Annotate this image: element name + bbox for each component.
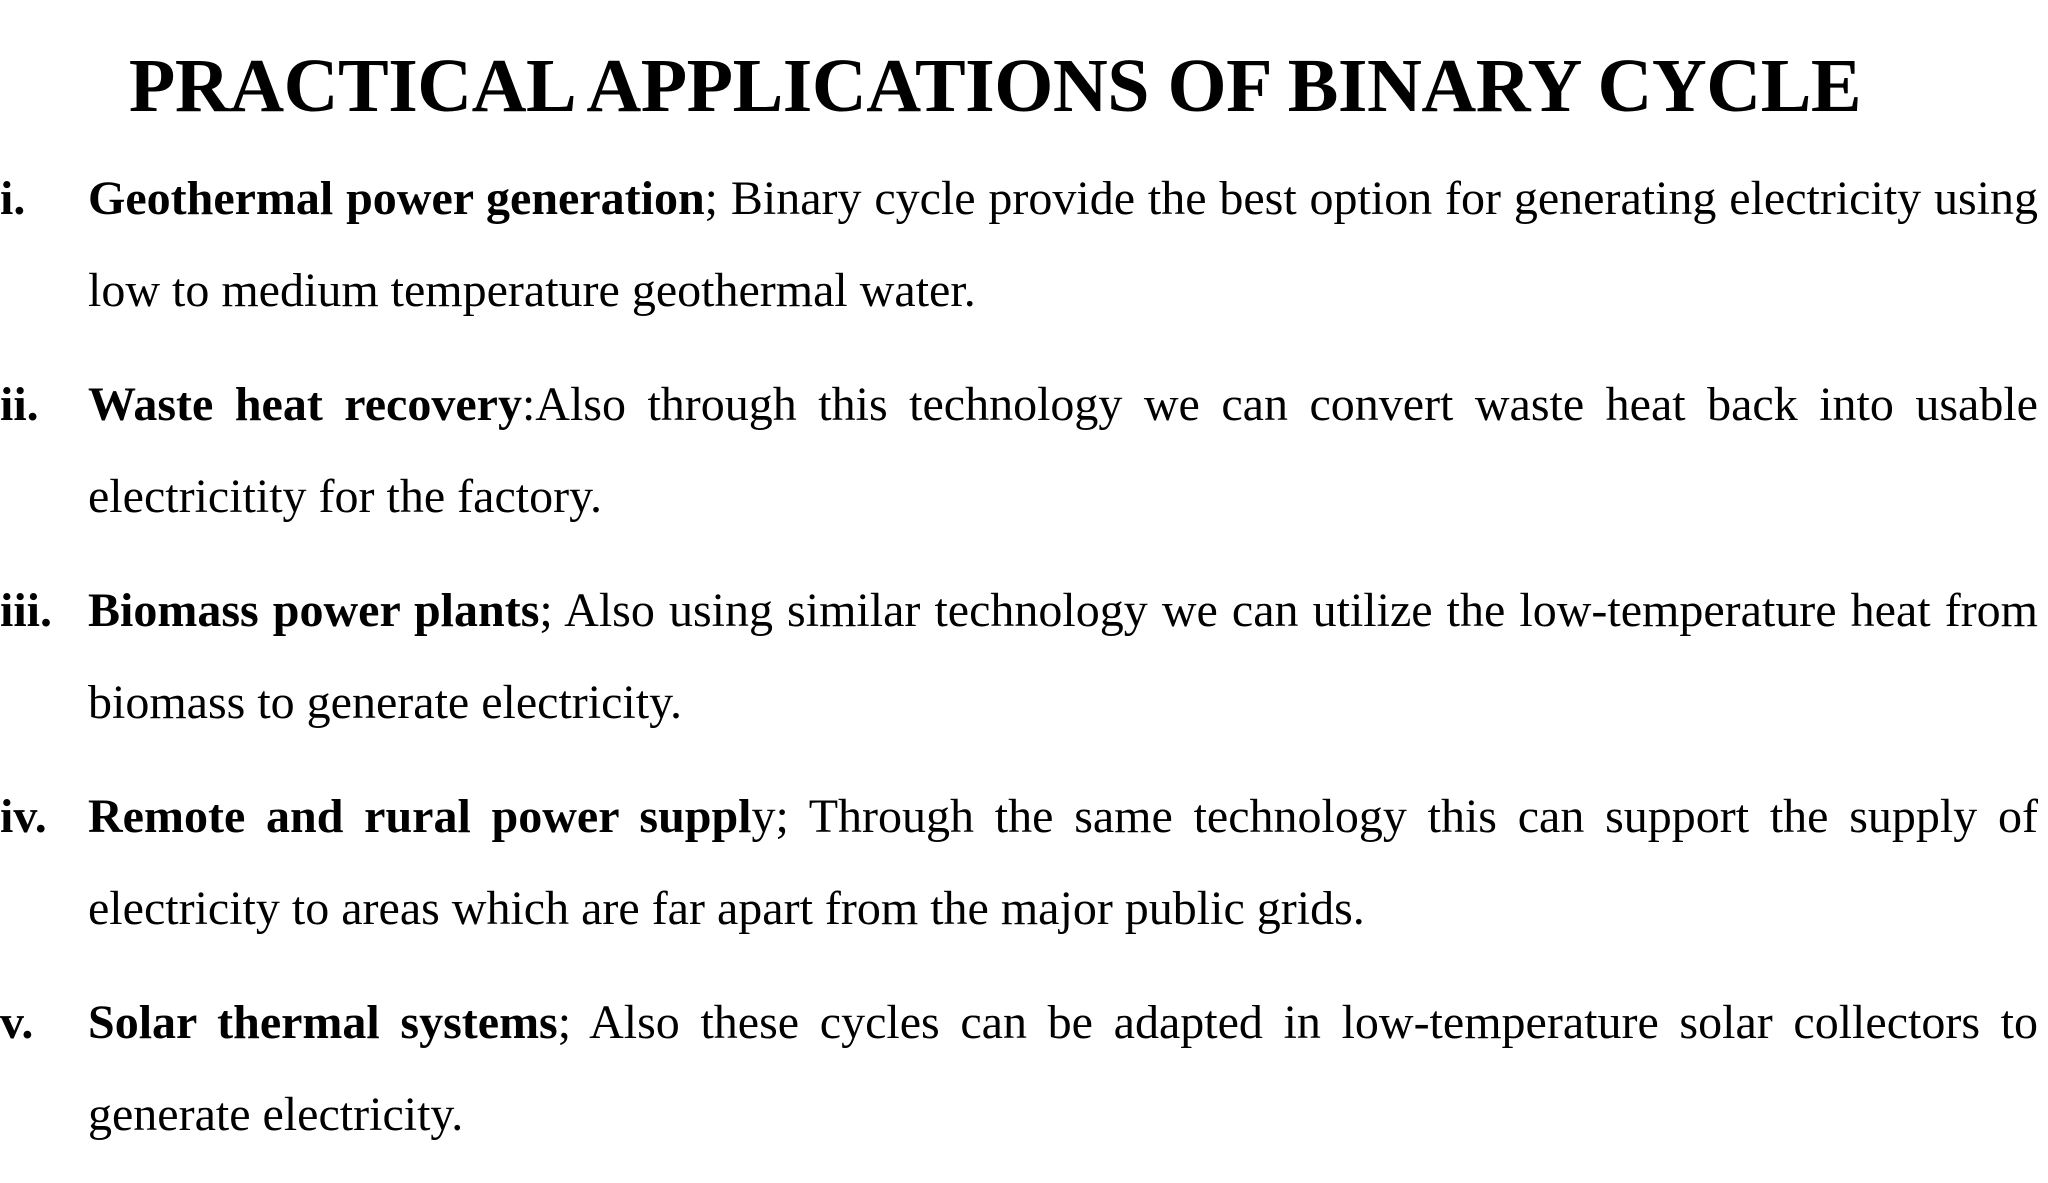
item-number: i. [0,172,26,225]
item-body [88,771,2038,955]
item-body [88,977,2038,1161]
item-text: :Also through this technology we can convert waste heat back into usable electricitity for the factory. [88,378,2038,523]
item-term: Biomass power plants [88,584,540,637]
item-text: y; Through the same technology this can support the supply of electricity to areas which are far apart from the major public grids. [88,790,2039,935]
list-item [0,153,2048,359]
list-item [0,977,2048,1183]
list-item [0,359,2048,565]
item-term: Remote and rural power suppl [88,790,752,843]
slide-title: PRACTICAL APPLICATIONS OF BINARY CYCLE [128,44,1862,128]
list-item [0,771,2048,977]
item-text: ; Also using similar technology we can utilize the low-temperature heat from biomass to generate electricity. [88,584,2039,729]
item-body [88,153,2038,337]
item-number: iii. [0,584,53,637]
item-number: iv. [0,790,47,843]
item-term: Waste heat recovery [88,378,522,431]
item-text: ; Also these cycles can be adapted in low-temperature solar collectors to generate electricity. [88,996,2039,1141]
item-number: ii. [0,378,39,431]
item-term: Solar thermal systems [88,996,558,1049]
applications-list [0,153,2048,1183]
item-body [88,359,2038,543]
item-number: v. [0,996,34,1049]
item-term: Geothermal power generation [88,172,705,225]
item-body [88,565,2038,749]
item-text: ; Binary cycle provide the best option for generating electricity using low to medium temperature geothermal water. [88,172,2039,317]
list-item [0,565,2048,771]
